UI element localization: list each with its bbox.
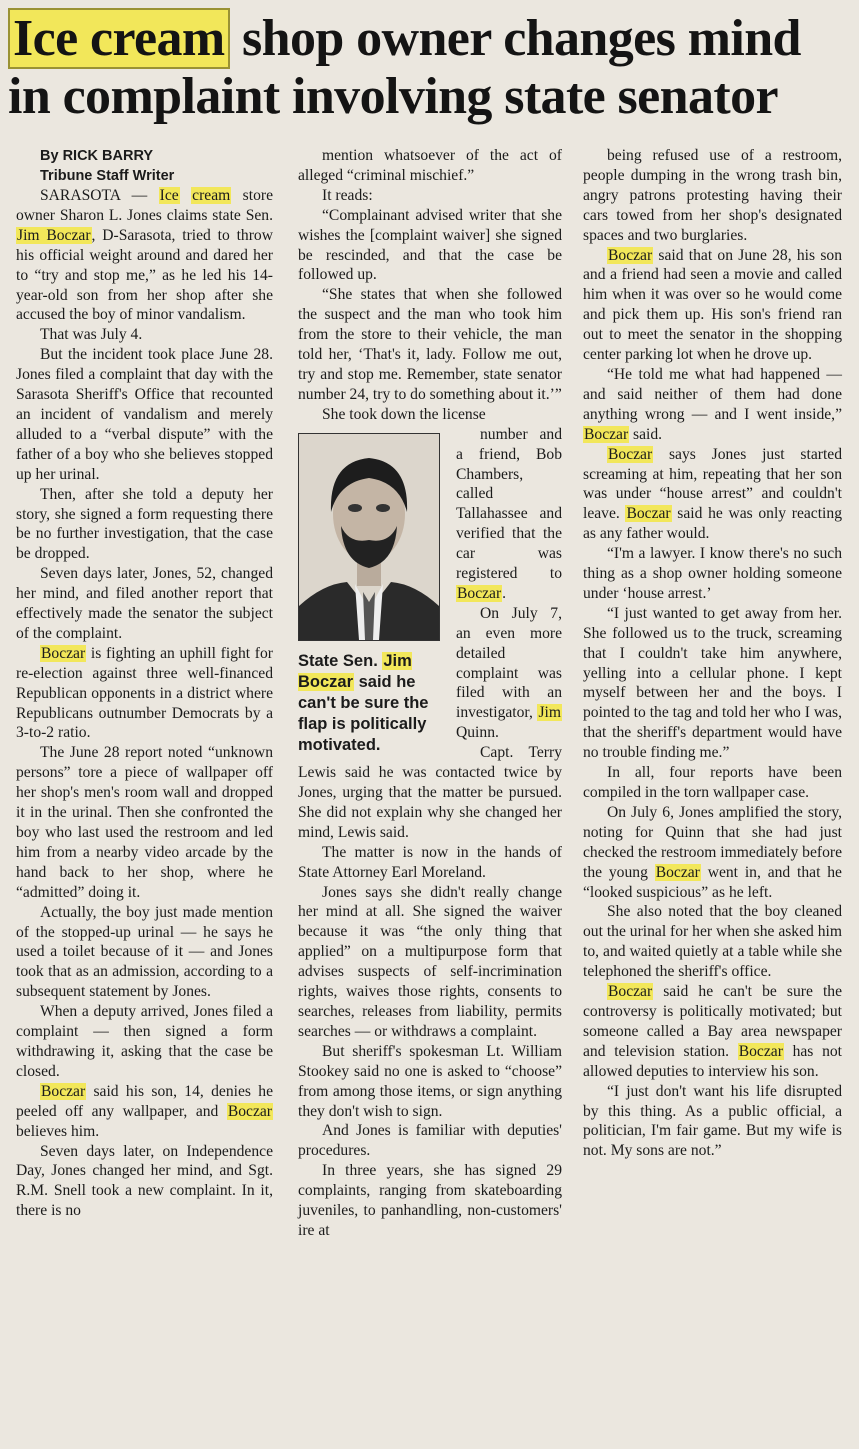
column-3-body: [583, 146, 842, 1161]
article-paragraph: Then, after she told a deputy her story, she signed a form requesting there be no further investigation, that the case be dropped.: [16, 485, 273, 563]
highlighted-term: Jim Boczar: [17, 226, 91, 244]
article-paragraph: But the incident took place June 28. Jones filed a complaint that day with the Sarasota Sheriff's Office that recounted an incident of vandalism and merely alluded to a “verbal dispute” with the father of a boy who she believes stopped up her urinal.: [16, 346, 273, 483]
article-paragraph: But sheriff's spokesman Lt. William Stookey said no one is asked to “choose” from among those items, or sign anything they don't wish to sign.: [298, 1042, 562, 1120]
article-paragraph: In three years, she has signed 29 complaints, ranging from skateboarding juveniles, to panhandling, non-customers' ire at: [298, 1162, 562, 1239]
highlighted-term: Boczar: [227, 1102, 272, 1120]
article-paragraph: “I'm a lawyer. I know there's no such thing as a shop owner holding someone under ‘house arrest.’: [583, 545, 842, 602]
photo-caption: State Sen. Jim Boczar said he can't be sure the flap is politically motivated.: [298, 651, 429, 754]
article-paragraph: Capt. Terry Lewis said he was contacted twice by Jones, urging that the matter be pursued. She did not explain why she changed her mind, Lewis said.: [298, 744, 562, 841]
headline-line-2: in complaint involving state senator: [8, 68, 778, 125]
highlighted-term: Boczar: [457, 584, 502, 602]
senator-portrait-photo: [298, 433, 440, 641]
article-paragraph: The matter is now in the hands of State Attorney Earl Moreland.: [298, 843, 562, 881]
column-1-body: [16, 186, 273, 1221]
article-paragraph: “She states that when she followed the suspect and the man who took him from the store to their vehicle, the man told her, ‘That's it, lady. Follow me out, try and stop me. Remember, state senator number 24, try to do something about it.’”: [298, 286, 562, 403]
article-paragraph: “Complainant advised writer that she wishes the [complaint waiver] she signed be rescinded, and that the case be followed up.: [298, 206, 562, 284]
highlighted-term: Jim Boczar: [298, 651, 412, 691]
article-paragraph: being refused use of a restroom, people dumping in the wrong trash bin, angry patrons protesting having their cars towed from her shop's designated spaces and two burglaries.: [583, 147, 842, 244]
headline: [8, 10, 854, 126]
article-column-2: [298, 146, 562, 1241]
article-paragraph: mention whatsoever of the act of alleged “criminal mischief.”: [298, 147, 562, 184]
highlighted-term: Boczar: [608, 445, 653, 463]
article-column-1: [16, 146, 273, 1221]
column-2-top-body: [298, 146, 562, 425]
article-paragraph: SARASOTA — Ice cream store owner Sharon L. Jones claims state Sen. Jim Boczar, D-Sarasota, tried to throw his official weight around and dared her to “try and stop me,” as he led his 14-year-old son from her shop after she accused the boy of minor vandalism.: [16, 187, 273, 324]
article-paragraph: Boczar is fighting an uphill fight for re-election against three well-financed Republican opponents in a district where Republicans outnumber Democrats by a 3-to-2 ratio.: [16, 644, 273, 742]
article-paragraph: Jones says she didn't really change her mind at all. She signed the waiver because it was “the only thing that applied” on a multipurpose form that advises suspects of self-incrimination rights, waives those rights, consents to searches, releases from liability, permits searches — or withdraws a complaint.: [298, 883, 562, 1040]
highlighted-term: Boczar: [41, 1082, 86, 1100]
highlighted-term: Jim: [538, 704, 561, 722]
headline-line-1: [8, 10, 854, 68]
article-paragraph: The June 28 report noted “unknown persons” tore a piece of wallpaper off her shop's men's room wall and dropped it in the urinal. Then she confronted the boy who last used the restroom and led him from a nearby video arcade by the hand back to her shop, where he “admitted” doing it.: [16, 744, 273, 901]
highlighted-term: cream: [192, 187, 231, 204]
highlighted-term: Boczar: [608, 983, 653, 1001]
headline-line-1-rest: shop owner changes mind: [229, 10, 801, 67]
highlighted-term: Boczar: [738, 1042, 783, 1060]
highlighted-term: Boczar: [655, 863, 700, 881]
article-paragraph: That was July 4.: [40, 326, 143, 344]
article-paragraph: She took down the license: [322, 405, 486, 423]
article-paragraph: In all, four reports have been compiled in the torn wallpaper case.: [583, 764, 842, 801]
article-paragraph: When a deputy arrived, Jones filed a complaint — then signed a form withdrawing it, asking that the case be closed.: [16, 1003, 273, 1080]
article-paragraph: Boczar said that on June 28, his son and a friend had seen a movie and called him when it was over so he would come and pick them up. His son's friend ran out to meet the senator in the shopping center parking lot when he drove up.: [583, 246, 842, 364]
article-column-3: [583, 146, 842, 1161]
article-paragraph: Seven days later, on Independence Day, Jones changed her mind, and Sgt. R.M. Snell took a new complaint. In it, there is no: [16, 1142, 273, 1220]
article-paragraph: “I just wanted to get away from her. She followed us to the truck, screaming that I couldn't take him anywhere, yelling into a cellular phone. I kept myself between her and the boys. I pointed to the tag and told her who I was, that the sheriff's department would have no trouble finding me.”: [583, 604, 842, 762]
article-paragraph: And Jones is familiar with deputies' procedures.: [298, 1122, 562, 1160]
article-paragraph: Boczar said his son, 14, denies he peeled off any wallpaper, and Boczar believes him.: [16, 1082, 273, 1140]
article-paragraph: She also noted that the boy cleaned out the urinal for her when she asked him to, and waited quietly at a table while she telephoned the sheriff's office.: [583, 903, 842, 981]
article-paragraph: On July 7, an even more detailed complaint was filed with an investigator, Jim Quinn.: [456, 604, 562, 742]
highlighted-term: Boczar: [608, 246, 653, 264]
highlighted-term: Boczar: [626, 505, 671, 523]
highlighted-term: Ice: [159, 187, 179, 204]
highlighted-term: Boczar: [41, 644, 86, 662]
byline-role: Tribune Staff Writer: [40, 168, 175, 184]
article-paragraph: Actually, the boy just made mention of the stopped-up urinal — he says he used a toilet because of it — and Jones took that as an admission, according to a subsequent statement by Jones.: [16, 903, 273, 1001]
article-paragraph: It reads:: [322, 186, 373, 204]
article-paragraph: number and a friend, Bob Chambers, called Tallahassee and verified that the car was registered to Boczar.: [456, 425, 562, 602]
highlighted-term: Boczar: [584, 425, 629, 443]
byline-author: By RICK BARRY: [40, 148, 154, 164]
article-paragraph: “I just don't want his life disrupted by this thing. As a public official, a politician, I'm fair game. But my wife is not. My sons are not.”: [583, 1082, 842, 1160]
article-paragraph: “He told me what had happened — and said neither of them had done anything wrong — and I went inside,” Boczar said.: [583, 365, 842, 443]
photo-block: [298, 433, 446, 756]
article-paragraph: On July 6, Jones amplified the story, noting for Quinn that she had just checked the restroom immediately before the young Boczar went in, and that he “looked suspicious” as he left.: [583, 803, 842, 901]
article-paragraph: Seven days later, Jones, 52, changed her mind, and filed another report that effectively made the senator the subject of the complaint.: [16, 565, 273, 642]
article-paragraph: Boczar says Jones just started screaming at him, repeating that her son was under “house arrest” and couldn't leave. Boczar said he was only reacting as any father would.: [583, 445, 842, 543]
headline-highlight: Ice cream: [8, 8, 230, 69]
article-paragraph: Boczar said he can't be sure the controversy is politically motivated; but someone called a Bay area newspaper and television station. Boczar has not allowed deputies to interview his son.: [583, 983, 843, 1080]
